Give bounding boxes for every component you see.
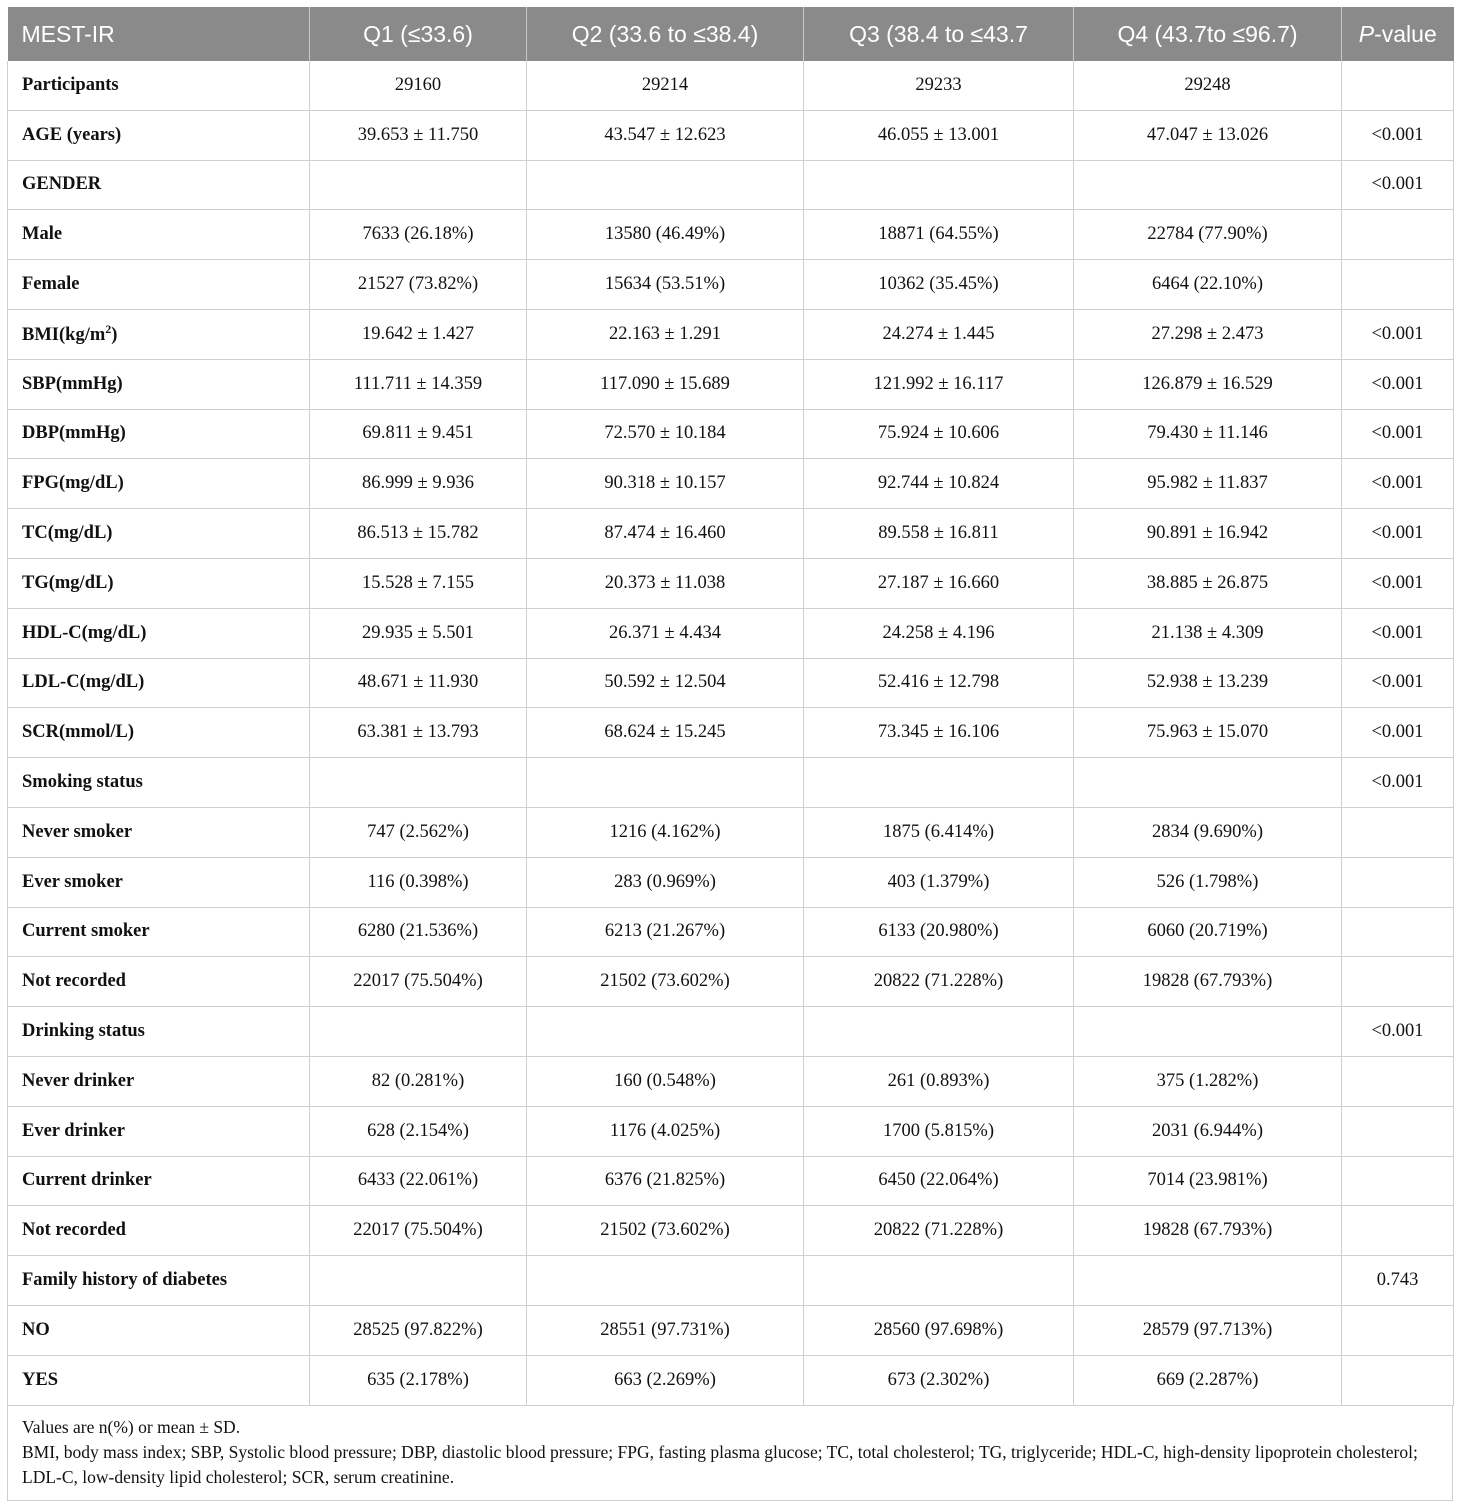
cell-q2: 87.474 ± 16.460	[527, 509, 804, 559]
cell-q1: 28525 (97.822%)	[310, 1305, 527, 1355]
header-p-rest: -value	[1374, 20, 1437, 47]
table-row	[8, 459, 1454, 509]
cell-q3: 20822 (71.228%)	[804, 957, 1074, 1007]
cell-p-value: <0.001	[1342, 309, 1454, 359]
cell-q3: 75.924 ± 10.606	[804, 409, 1074, 459]
cell-q1: 6433 (22.061%)	[310, 1156, 527, 1206]
table-row	[8, 1106, 1454, 1156]
header-q4: Q4 (43.7to ≤96.7)	[1074, 7, 1342, 61]
cell-q2: 90.318 ± 10.157	[527, 459, 804, 509]
cell-q1: 29.935 ± 5.501	[310, 608, 527, 658]
cell-q2	[527, 1007, 804, 1057]
table-row	[8, 1156, 1454, 1206]
header-q3: Q3 (38.4 to ≤43.7	[804, 7, 1074, 61]
table-row	[8, 907, 1454, 957]
cell-p-value	[1342, 1056, 1454, 1106]
row-label: YES	[8, 1355, 310, 1405]
cell-q4: 29248	[1074, 61, 1342, 110]
row-label: Ever drinker	[8, 1106, 310, 1156]
cell-p-value: <0.001	[1342, 110, 1454, 160]
cell-p-value: <0.001	[1342, 1007, 1454, 1057]
cell-q3: 24.258 ± 4.196	[804, 608, 1074, 658]
table-row	[8, 1007, 1454, 1057]
row-label: Current smoker	[8, 907, 310, 957]
cell-q4: 38.885 ± 26.875	[1074, 558, 1342, 608]
table-container	[7, 7, 1453, 1501]
cell-q4: 19828 (67.793%)	[1074, 1206, 1342, 1256]
table-row	[8, 758, 1454, 808]
cell-q1: 628 (2.154%)	[310, 1106, 527, 1156]
cell-p-value	[1342, 1305, 1454, 1355]
cell-q3	[804, 758, 1074, 808]
cell-q2: 50.592 ± 12.504	[527, 658, 804, 708]
cell-q2	[527, 160, 804, 210]
cell-q3	[804, 1256, 1074, 1306]
cell-q2: 29214	[527, 61, 804, 110]
cell-q2: 6376 (21.825%)	[527, 1156, 804, 1206]
row-label: SCR(mmol/L)	[8, 708, 310, 758]
cell-p-value	[1342, 210, 1454, 260]
table-row	[8, 1305, 1454, 1355]
cell-q4: 28579 (97.713%)	[1074, 1305, 1342, 1355]
cell-q2: 28551 (97.731%)	[527, 1305, 804, 1355]
cell-q1: 6280 (21.536%)	[310, 907, 527, 957]
cell-q1: 22017 (75.504%)	[310, 1206, 527, 1256]
cell-q3: 1700 (5.815%)	[804, 1106, 1074, 1156]
cell-q4: 6464 (22.10%)	[1074, 260, 1342, 310]
cell-q2: 43.547 ± 12.623	[527, 110, 804, 160]
row-label: Smoking status	[8, 758, 310, 808]
cell-q1: 15.528 ± 7.155	[310, 558, 527, 608]
cell-q3: 261 (0.893%)	[804, 1056, 1074, 1106]
cell-q1: 86.999 ± 9.936	[310, 459, 527, 509]
cell-q1: 635 (2.178%)	[310, 1355, 527, 1405]
row-label: SBP(mmHg)	[8, 359, 310, 409]
row-label-suffix: )	[111, 325, 118, 346]
row-label: Current drinker	[8, 1156, 310, 1206]
cell-p-value: <0.001	[1342, 459, 1454, 509]
cell-q4: 2834 (9.690%)	[1074, 807, 1342, 857]
cell-q2: 26.371 ± 4.434	[527, 608, 804, 658]
cell-q4: 21.138 ± 4.309	[1074, 608, 1342, 658]
cell-q3: 10362 (35.45%)	[804, 260, 1074, 310]
table-row	[8, 61, 1454, 110]
cell-q2: 21502 (73.602%)	[527, 957, 804, 1007]
row-label: Not recorded	[8, 1206, 310, 1256]
cell-q1: 21527 (73.82%)	[310, 260, 527, 310]
cell-p-value: <0.001	[1342, 160, 1454, 210]
cell-p-value	[1342, 857, 1454, 907]
cell-p-value	[1342, 260, 1454, 310]
cell-p-value	[1342, 1106, 1454, 1156]
header-mest-ir: MEST-IR	[8, 7, 310, 61]
table-body	[8, 61, 1454, 1405]
row-label: TC(mg/dL)	[8, 509, 310, 559]
cell-p-value	[1342, 1206, 1454, 1256]
cell-q4	[1074, 1007, 1342, 1057]
cell-q2: 117.090 ± 15.689	[527, 359, 804, 409]
cell-q1: 48.671 ± 11.930	[310, 658, 527, 708]
cell-p-value: <0.001	[1342, 608, 1454, 658]
cell-q2	[527, 758, 804, 808]
cell-q1	[310, 160, 527, 210]
table-row	[8, 608, 1454, 658]
row-label-superscript: 2	[105, 322, 112, 337]
row-label: Drinking status	[8, 1007, 310, 1057]
table-row	[8, 260, 1454, 310]
cell-q2: 15634 (53.51%)	[527, 260, 804, 310]
row-label-text: BMI(kg/m	[22, 325, 106, 346]
table-row	[8, 210, 1454, 260]
cell-q4: 375 (1.282%)	[1074, 1056, 1342, 1106]
cell-q1: 82 (0.281%)	[310, 1056, 527, 1106]
header-p-italic: P	[1358, 20, 1375, 47]
cell-q4: 95.982 ± 11.837	[1074, 459, 1342, 509]
cell-q1	[310, 758, 527, 808]
cell-q4	[1074, 758, 1342, 808]
cell-q3: 89.558 ± 16.811	[804, 509, 1074, 559]
cell-q3: 121.992 ± 16.117	[804, 359, 1074, 409]
row-label: Never smoker	[8, 807, 310, 857]
table-row	[8, 1355, 1454, 1405]
cell-p-value: <0.001	[1342, 509, 1454, 559]
cell-p-value	[1342, 1156, 1454, 1206]
footnote-abbreviations: BMI, body mass index; SBP, Systolic blood pressure; DBP, diastolic blood pressure; FPG, fasting plasma glucose; TC, total cholesterol; TG, triglyceride; HDL-C, high-density lipoprotein cholesterol; LDL-C, low-density lipid cholesterol; SCR, serum creatinine.	[22, 1441, 1418, 1487]
cell-p-value	[1342, 807, 1454, 857]
table-row	[8, 807, 1454, 857]
table-row	[8, 309, 1454, 359]
cell-q3	[804, 1007, 1074, 1057]
cell-q2	[527, 1256, 804, 1306]
cell-q4: 6060 (20.719%)	[1074, 907, 1342, 957]
table-row	[8, 1206, 1454, 1256]
cell-p-value: 0.743	[1342, 1256, 1454, 1306]
cell-p-value	[1342, 1355, 1454, 1405]
cell-q4: 22784 (77.90%)	[1074, 210, 1342, 260]
row-label: AGE (years)	[8, 110, 310, 160]
baseline-characteristics-table	[7, 7, 1454, 1406]
cell-q2: 21502 (73.602%)	[527, 1206, 804, 1256]
cell-p-value: <0.001	[1342, 409, 1454, 459]
header-p-value	[1342, 7, 1454, 61]
cell-q3: 24.274 ± 1.445	[804, 309, 1074, 359]
row-label: Family history of diabetes	[8, 1256, 310, 1306]
cell-q1: 86.513 ± 15.782	[310, 509, 527, 559]
cell-q2: 1176 (4.025%)	[527, 1106, 804, 1156]
cell-q3: 27.187 ± 16.660	[804, 558, 1074, 608]
table-row	[8, 409, 1454, 459]
table-row	[8, 857, 1454, 907]
cell-q4: 52.938 ± 13.239	[1074, 658, 1342, 708]
cell-p-value	[1342, 61, 1454, 110]
cell-q1: 747 (2.562%)	[310, 807, 527, 857]
cell-q3: 6133 (20.980%)	[804, 907, 1074, 957]
cell-q1: 19.642 ± 1.427	[310, 309, 527, 359]
cell-q1: 116 (0.398%)	[310, 857, 527, 907]
cell-q4: 126.879 ± 16.529	[1074, 359, 1342, 409]
cell-q3: 28560 (97.698%)	[804, 1305, 1074, 1355]
cell-q4: 7014 (23.981%)	[1074, 1156, 1342, 1206]
cell-p-value	[1342, 907, 1454, 957]
table-row	[8, 509, 1454, 559]
table-header-row	[8, 7, 1454, 61]
cell-q4: 669 (2.287%)	[1074, 1355, 1342, 1405]
table-row	[8, 957, 1454, 1007]
cell-q4: 47.047 ± 13.026	[1074, 110, 1342, 160]
cell-p-value: <0.001	[1342, 708, 1454, 758]
row-label: HDL-C(mg/dL)	[8, 608, 310, 658]
cell-q1: 29160	[310, 61, 527, 110]
cell-q4: 19828 (67.793%)	[1074, 957, 1342, 1007]
cell-p-value: <0.001	[1342, 658, 1454, 708]
cell-q3: 29233	[804, 61, 1074, 110]
cell-p-value: <0.001	[1342, 758, 1454, 808]
table-footnotes	[7, 1406, 1453, 1501]
cell-q1: 63.381 ± 13.793	[310, 708, 527, 758]
cell-p-value	[1342, 957, 1454, 1007]
cell-q3: 46.055 ± 13.001	[804, 110, 1074, 160]
cell-q1: 22017 (75.504%)	[310, 957, 527, 1007]
row-label: DBP(mmHg)	[8, 409, 310, 459]
cell-q3: 403 (1.379%)	[804, 857, 1074, 907]
cell-q2: 6213 (21.267%)	[527, 907, 804, 957]
cell-q3: 18871 (64.55%)	[804, 210, 1074, 260]
row-label: TG(mg/dL)	[8, 558, 310, 608]
table-row	[8, 359, 1454, 409]
cell-q3: 52.416 ± 12.798	[804, 658, 1074, 708]
cell-q4: 526 (1.798%)	[1074, 857, 1342, 907]
table-row	[8, 160, 1454, 210]
cell-q3: 92.744 ± 10.824	[804, 459, 1074, 509]
row-label: Female	[8, 260, 310, 310]
table-row	[8, 110, 1454, 160]
cell-q3: 673 (2.302%)	[804, 1355, 1074, 1405]
cell-q4: 27.298 ± 2.473	[1074, 309, 1342, 359]
row-label	[8, 309, 310, 359]
table-row	[8, 1056, 1454, 1106]
cell-q1	[310, 1007, 527, 1057]
table-row	[8, 1256, 1454, 1306]
cell-q4: 2031 (6.944%)	[1074, 1106, 1342, 1156]
table-row	[8, 558, 1454, 608]
row-label: Not recorded	[8, 957, 310, 1007]
cell-q2: 13580 (46.49%)	[527, 210, 804, 260]
row-label: LDL-C(mg/dL)	[8, 658, 310, 708]
cell-q2: 22.163 ± 1.291	[527, 309, 804, 359]
cell-q1: 39.653 ± 11.750	[310, 110, 527, 160]
cell-q4: 79.430 ± 11.146	[1074, 409, 1342, 459]
row-label: Never drinker	[8, 1056, 310, 1106]
header-q1: Q1 (≤33.6)	[310, 7, 527, 61]
cell-q1	[310, 1256, 527, 1306]
cell-q2: 1216 (4.162%)	[527, 807, 804, 857]
cell-q4	[1074, 160, 1342, 210]
footnote-values: Values are n(%) or mean ± SD.	[22, 1416, 241, 1437]
cell-q3: 6450 (22.064%)	[804, 1156, 1074, 1206]
header-q2: Q2 (33.6 to ≤38.4)	[527, 7, 804, 61]
cell-q2: 663 (2.269%)	[527, 1355, 804, 1405]
cell-q3	[804, 160, 1074, 210]
cell-q4: 90.891 ± 16.942	[1074, 509, 1342, 559]
cell-q4: 75.963 ± 15.070	[1074, 708, 1342, 758]
cell-p-value: <0.001	[1342, 359, 1454, 409]
cell-q1: 69.811 ± 9.451	[310, 409, 527, 459]
row-label: GENDER	[8, 160, 310, 210]
row-label: NO	[8, 1305, 310, 1355]
cell-q2: 283 (0.969%)	[527, 857, 804, 907]
cell-q2: 72.570 ± 10.184	[527, 409, 804, 459]
row-label: Ever smoker	[8, 857, 310, 907]
cell-q1: 111.711 ± 14.359	[310, 359, 527, 409]
cell-q2: 68.624 ± 15.245	[527, 708, 804, 758]
row-label: Participants	[8, 61, 310, 110]
cell-q4	[1074, 1256, 1342, 1306]
cell-q3: 20822 (71.228%)	[804, 1206, 1074, 1256]
table-row	[8, 658, 1454, 708]
row-label: Male	[8, 210, 310, 260]
table-row	[8, 708, 1454, 758]
cell-q2: 160 (0.548%)	[527, 1056, 804, 1106]
cell-q2: 20.373 ± 11.038	[527, 558, 804, 608]
row-label: FPG(mg/dL)	[8, 459, 310, 509]
cell-p-value: <0.001	[1342, 558, 1454, 608]
cell-q1: 7633 (26.18%)	[310, 210, 527, 260]
cell-q3: 1875 (6.414%)	[804, 807, 1074, 857]
cell-q3: 73.345 ± 16.106	[804, 708, 1074, 758]
